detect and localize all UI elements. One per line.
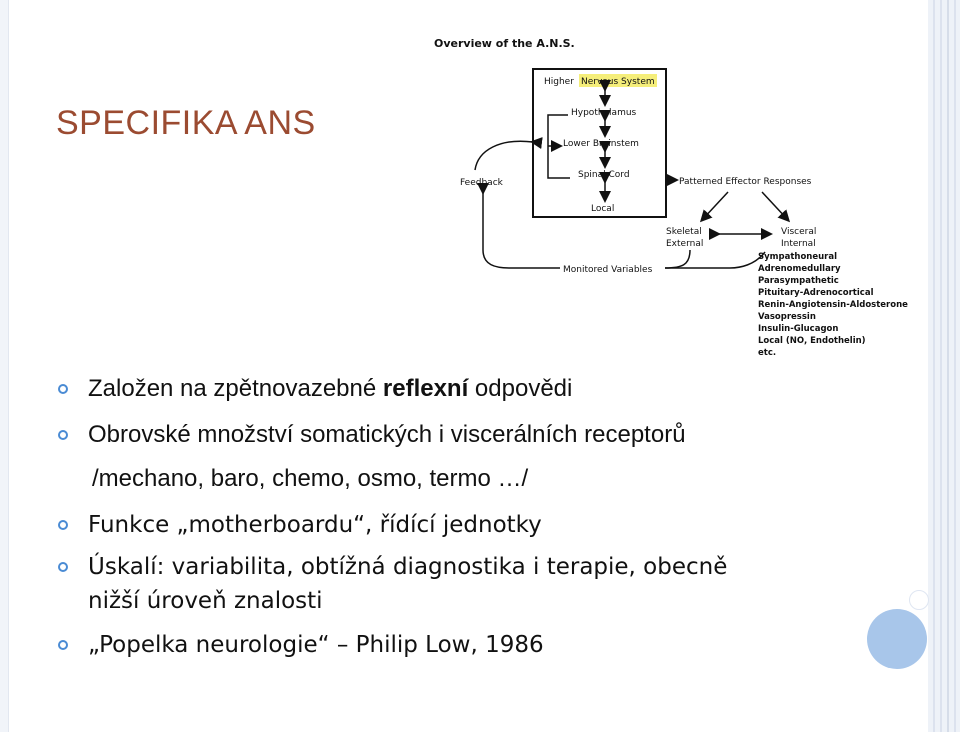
diagram-heading: Overview of the A.N.S.	[434, 37, 575, 50]
bullet-text: Úskalí: variabilita, obtížná diagnostika i terapie, obecně	[88, 554, 728, 580]
visceral-label: Visceral	[781, 227, 817, 237]
nervous-system-label: Nervous System	[581, 77, 655, 87]
bullet-text: „Popelka neurologie“ – Philip Low, 1986	[88, 632, 544, 658]
decorative-small-circle	[909, 590, 929, 610]
monitored-label: Monitored Variables	[563, 265, 653, 275]
visceral-item: Local (NO, Endothelin)	[758, 336, 866, 346]
lower-brainstem-label: Lower Brainstem	[563, 139, 639, 149]
spinal-cord-label: Spinal Cord	[578, 170, 630, 180]
visceral-item: Adrenomedullary	[758, 264, 841, 274]
arrow-to-skeletal	[702, 192, 728, 220]
bullet-item	[58, 418, 858, 452]
bullet-item	[58, 508, 858, 542]
visceral-item: Renin-Angiotensin-Aldosterone	[758, 300, 908, 310]
feedback-label: Feedback	[460, 178, 503, 188]
bullet-ring-icon	[58, 520, 68, 530]
visceral-item: etc.	[758, 348, 777, 358]
bullet-text: nižší úroveň znalosti	[88, 588, 323, 614]
left-edge-decoration	[0, 0, 9, 732]
page-title: SPECIFIKA ANS	[56, 104, 316, 142]
decorative-circle	[867, 609, 927, 669]
bullet-text: /mechano, baro, chemo, osmo, termo …/	[92, 465, 529, 492]
bullet-ring-icon	[58, 430, 68, 440]
bullet-ring-icon	[58, 562, 68, 572]
visceral-item: Sympathoneural	[758, 252, 838, 262]
bold-word: reflexní	[382, 375, 469, 402]
bullet-text: Funkce „motherboardu“, řídící jednotky	[88, 512, 542, 538]
bullet-item	[58, 628, 858, 662]
visceral-item: Vasopressin	[758, 312, 816, 322]
external-label: External	[666, 239, 704, 249]
skeletal-label: Skeletal	[666, 227, 702, 237]
visceral-item: Parasympathetic	[758, 276, 839, 286]
local-label: Local	[591, 204, 615, 214]
higher-label: Higher	[544, 77, 574, 87]
bullet-text: Obrovské množství somatických i viscerálních receptorů	[88, 421, 686, 448]
bullet-list	[58, 372, 858, 662]
feedback-loop-top	[475, 141, 533, 170]
monitored-line-skeletal	[665, 250, 690, 268]
patterned-label: Patterned Effector Responses	[679, 177, 812, 187]
bullet-text: Založen na zpětnovazebné reflexní odpovědi	[88, 375, 573, 402]
visceral-item: Pituitary-Adrenocortical	[758, 288, 874, 298]
feedback-loop-bottom	[483, 192, 560, 268]
bullet-item	[58, 372, 858, 406]
visceral-list	[758, 252, 908, 358]
internal-label: Internal	[781, 239, 816, 249]
bullet-continuation	[58, 462, 858, 496]
bullet-item	[58, 550, 858, 618]
right-edge-decoration	[928, 0, 960, 732]
arrow-to-visceral	[762, 192, 788, 220]
bullet-ring-icon	[58, 640, 68, 650]
visceral-item: Insulin-Glucagon	[758, 324, 839, 334]
bullet-ring-icon	[58, 384, 68, 394]
ans-overview-diagram	[400, 20, 920, 370]
hypothalamus-label: Hypothalamus	[571, 108, 637, 118]
